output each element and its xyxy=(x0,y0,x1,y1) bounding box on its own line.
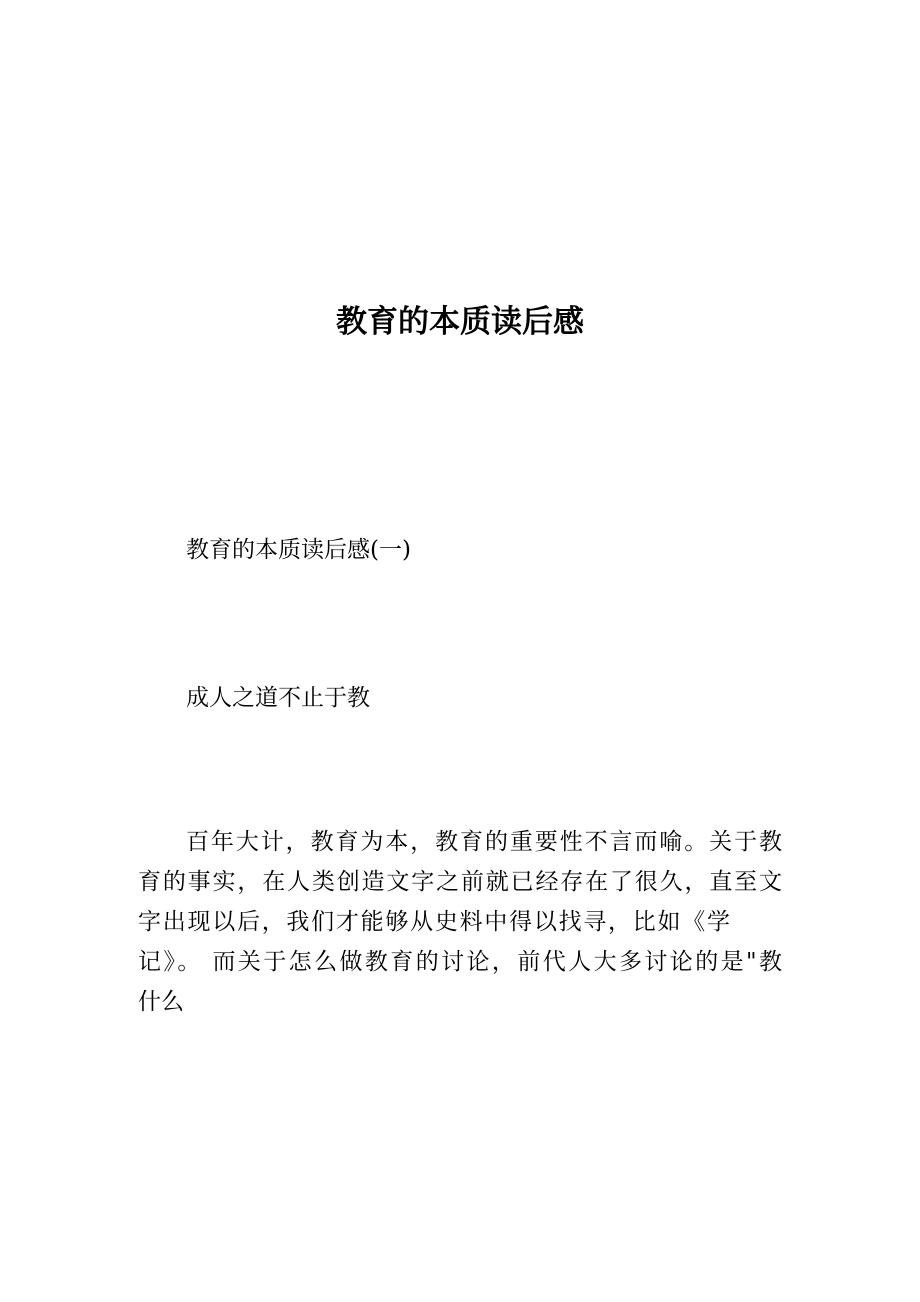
document-subtitle: 教育的本质读后感(一) xyxy=(186,537,411,563)
body-line-5: 什么 xyxy=(138,989,184,1015)
body-line-2: 育的事实，在人类创造文字之前就已经存在了很久，直至文 xyxy=(138,869,782,895)
body-line-1: 百年大计，教育为本，教育的重要性不言而喻。关于教 xyxy=(186,829,782,855)
body-paragraph xyxy=(138,822,782,1022)
body-line-3: 字出现以后，我们才能够从史料中得以找寻，比如《学 xyxy=(138,909,730,935)
document-title: 教育的本质读后感 xyxy=(336,304,584,340)
body-line-4: 记》。 而关于怎么做教育的讨论，前代人大多讨论的是"教 xyxy=(138,949,782,975)
section-heading: 成人之道不止于教 xyxy=(186,685,370,711)
